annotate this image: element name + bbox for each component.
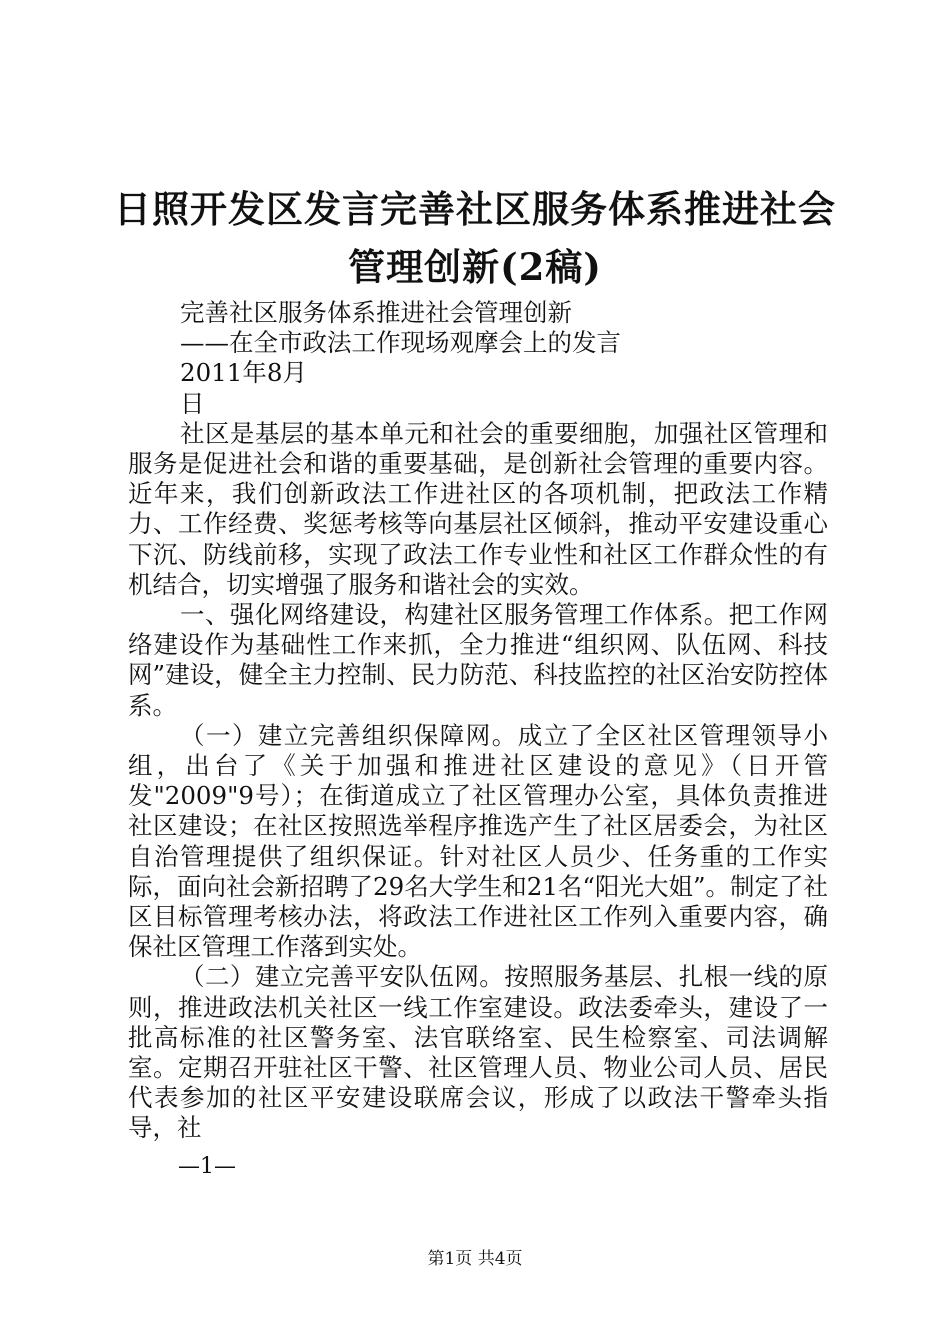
speech-occasion: ——在全市政法工作现场观摩会上的发言	[180, 328, 621, 358]
paragraph-subsection-2: （二）建立完善平安队伍网。按照服务基层、扎根一线的原则，推进政法机关社区一线工作室建设。政法委牵头，建设了一批高标准的社区警务室、法官联络室、民生检察室、司法调解室。定期召开驻社区干警、社区管理人员、物业公司人员、居民代表参加的社区平安建设联席会议，形成了以政法干警牵头指导，社	[128, 962, 828, 1143]
speech-subtitle: 完善社区服务体系推进社会管理创新	[180, 298, 572, 327]
document-title: 日照开发区发言完善社区服务体系推进社会管理创新(2稿)	[114, 187, 836, 289]
speech-date: 2011年8月	[180, 358, 307, 388]
document-body	[128, 298, 828, 1144]
inner-page-number: —1—	[178, 1154, 236, 1179]
paragraph-section-1: 一、强化网络建设，构建社区服务管理工作体系。把工作网络建设作为基础性工作来抓，全力推进“组织网、队伍网、科技网”建设，健全主力控制、民力防范、科技监控的社区治安防控体系。	[128, 600, 828, 720]
speech-date-day: 日	[180, 388, 205, 418]
paragraph-intro: 社区是基层的基本单元和社会的重要细胞，加强社区管理和服务是促进社会和谐的重要基础，是创新社会管理的重要内容。近年来，我们创新政法工作进社区的各项机制，把政法工作精力、工作经费、奖惩考核等向基层社区倾斜，推动平安建设重心下沉、防线前移，实现了政法工作专业性和社区工作群众性的有机结合，切实增强了服务和谐社会的实效。	[128, 418, 828, 599]
paragraph-subsection-1: （一）建立完善组织保障网。成立了全区社区管理领导小组，出台了《关于加强和推进社区建设的意见》（日开管发"2009"9号）；在街道成立了社区管理办公室，具体负责推进社区建设；在社区按照选举程序推选产生了社区居委会，为社区自治管理提供了组织保证。针对社区人员少、任务重的工作实际，面向社会新招聘了29名大学生和21名“阳光大姐”。制定了社区目标管理考核办法，将政法工作进社区工作列入重要内容，确保社区管理工作落到实处。	[128, 720, 828, 962]
page-footer: 第1页 共4页	[427, 1249, 523, 1269]
